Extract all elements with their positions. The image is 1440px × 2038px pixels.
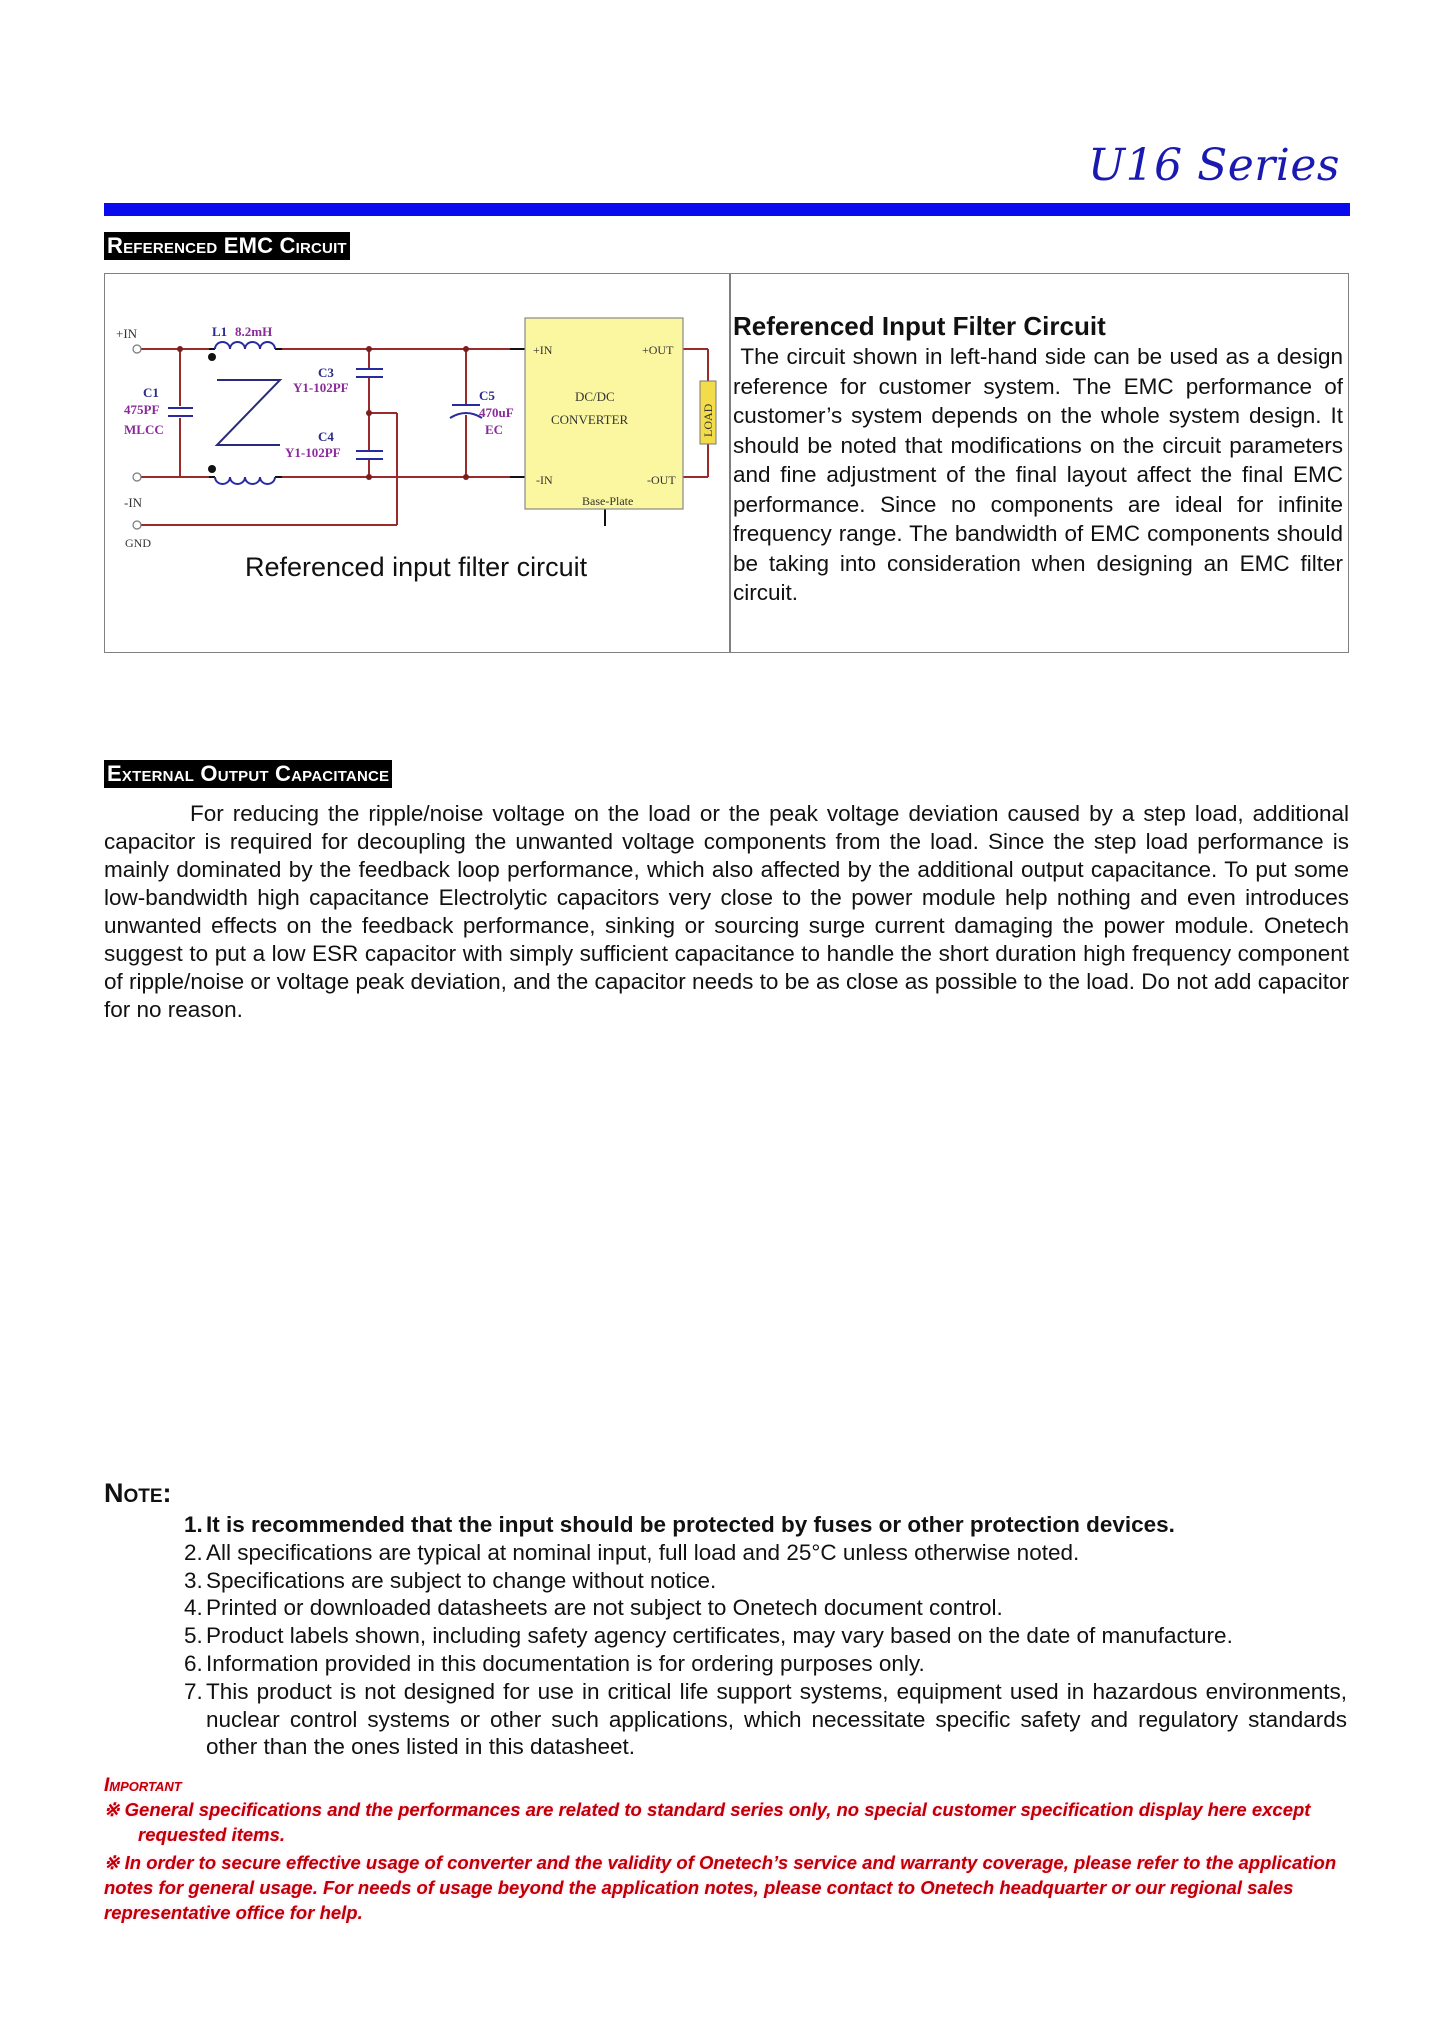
svg-text:C5: C5 [479, 388, 495, 403]
note-item: 4. Printed or downloaded datasheets are not subject to Onetech document control. [184, 1595, 1003, 1621]
svg-text:MLCC: MLCC [124, 422, 164, 437]
external-output-body: For reducing the ripple/noise voltage on the load or the peak voltage deviation caused by a step load, additional capacitor is required for decoupling the unwanted voltage components from the load. Since the step load performance is mainly dominated by the feedback loop performance, which also affected by the additional output capacitance. To put some low-bandwidth high capacitance Electrolytic capacitors very close to the power module help nothing and even introduces unwanted effects on the feedback performance, sinking or sourcing surge current damaging the power module. Onetech suggest to put a low ESR capacitor with simply sufficient capacitance to handle the short duration high frequency component of ripple/noise or voltage peak deviation, and the capacitor needs to be as close as possible to the load. Do not add capacitor for no reason. [104, 801, 1349, 1022]
note-item: 2. All specifications are typical at nominal input, full load and 25°C unless otherwise noted. [184, 1539, 1080, 1565]
filter-description [733, 310, 1343, 608]
terminal-minus-in: -IN [124, 495, 143, 510]
svg-text:Base-Plate: Base-Plate [582, 494, 634, 508]
svg-text:-IN: -IN [536, 473, 553, 487]
reference-mark-icon: ※ [104, 1852, 120, 1873]
section-heading-emc [104, 232, 350, 260]
reference-mark-icon: ※ [104, 1799, 120, 1820]
section-heading-label: Referenced EMC Circuit [104, 232, 350, 260]
terminal-gnd: GND [125, 536, 151, 550]
svg-text:C4: C4 [318, 429, 334, 444]
filter-description-body: The circuit shown in left-hand side can be used as a design reference for customer system. The EMC performance of customer’s system depends on the whole system design. It should be noted that modifications on the circuit parameters and fine adjustment of the final layout affect the final EMC performance. Since no components are ideal for infinite frequency range. The bandwidth of EMC components should be taking into consideration when designing an EMC filter circuit. [733, 344, 1343, 605]
note-item: 6. Information provided in this documentation is for ordering purposes only. [184, 1650, 925, 1676]
svg-text:Y1-102PF: Y1-102PF [293, 380, 349, 395]
series-title: U16 Series [1088, 140, 1340, 191]
notes-title: Note: [104, 1478, 172, 1508]
important-title: Important [104, 1775, 182, 1796]
notes-list [184, 1511, 1347, 1761]
note-item: 3. Specifications are subject to change without notice. [184, 1567, 717, 1593]
important-item: ※ General specifications and the performances are related to standard series only, no special customer specification display here except requested items. [104, 1799, 1311, 1845]
filter-description-title: Referenced Input Filter Circuit [733, 311, 1106, 341]
svg-text:L1: L1 [212, 324, 228, 339]
svg-text:475PF: 475PF [124, 402, 160, 417]
svg-text:+IN: +IN [533, 343, 553, 357]
important-item: ※ In order to secure effective usage of converter and the validity of Onetech’s service and warranty coverage, please refer to the application notes for general usage. For needs of usage beyond the application notes, please contact to Onetech headquarter or our regional sales representative office for help. [104, 1852, 1337, 1923]
section-heading-external-output [104, 760, 392, 788]
note-item: 1. It is recommended that the input should be protected by fuses or other protection devices. [184, 1512, 1175, 1537]
note-item: 7. This product is not designed for use in critical life support systems, equipment used in hazardous environments, nuclear control systems or other such applications, which necessitate specific safety and regulatory standards other than the ones listed in this datasheet. [184, 1678, 1347, 1760]
svg-text:EC: EC [485, 422, 504, 437]
header-divider-bar [104, 203, 1350, 216]
svg-text:C3: C3 [318, 365, 334, 380]
svg-text:CONVERTER: CONVERTER [551, 412, 629, 427]
terminal-plus-in: +IN [116, 326, 138, 341]
svg-text:+OUT: +OUT [642, 343, 674, 357]
svg-text:DC/DC: DC/DC [575, 389, 615, 404]
svg-text:-OUT: -OUT [647, 473, 676, 487]
note-item: 5. Product labels shown, including safety agency certificates, may vary based on the date of manufacture. [184, 1623, 1233, 1649]
section-heading-label: External Output Capacitance [104, 760, 392, 788]
circuit-caption: Referenced input filter circuit [245, 552, 588, 582]
svg-text:Y1-102PF: Y1-102PF [285, 445, 341, 460]
svg-text:8.2mH: 8.2mH [235, 324, 273, 339]
svg-text:C1: C1 [143, 385, 159, 400]
svg-text:470uF: 470uF [479, 405, 514, 420]
emc-box-divider [729, 273, 731, 653]
svg-text:LOAD: LOAD [701, 403, 715, 437]
